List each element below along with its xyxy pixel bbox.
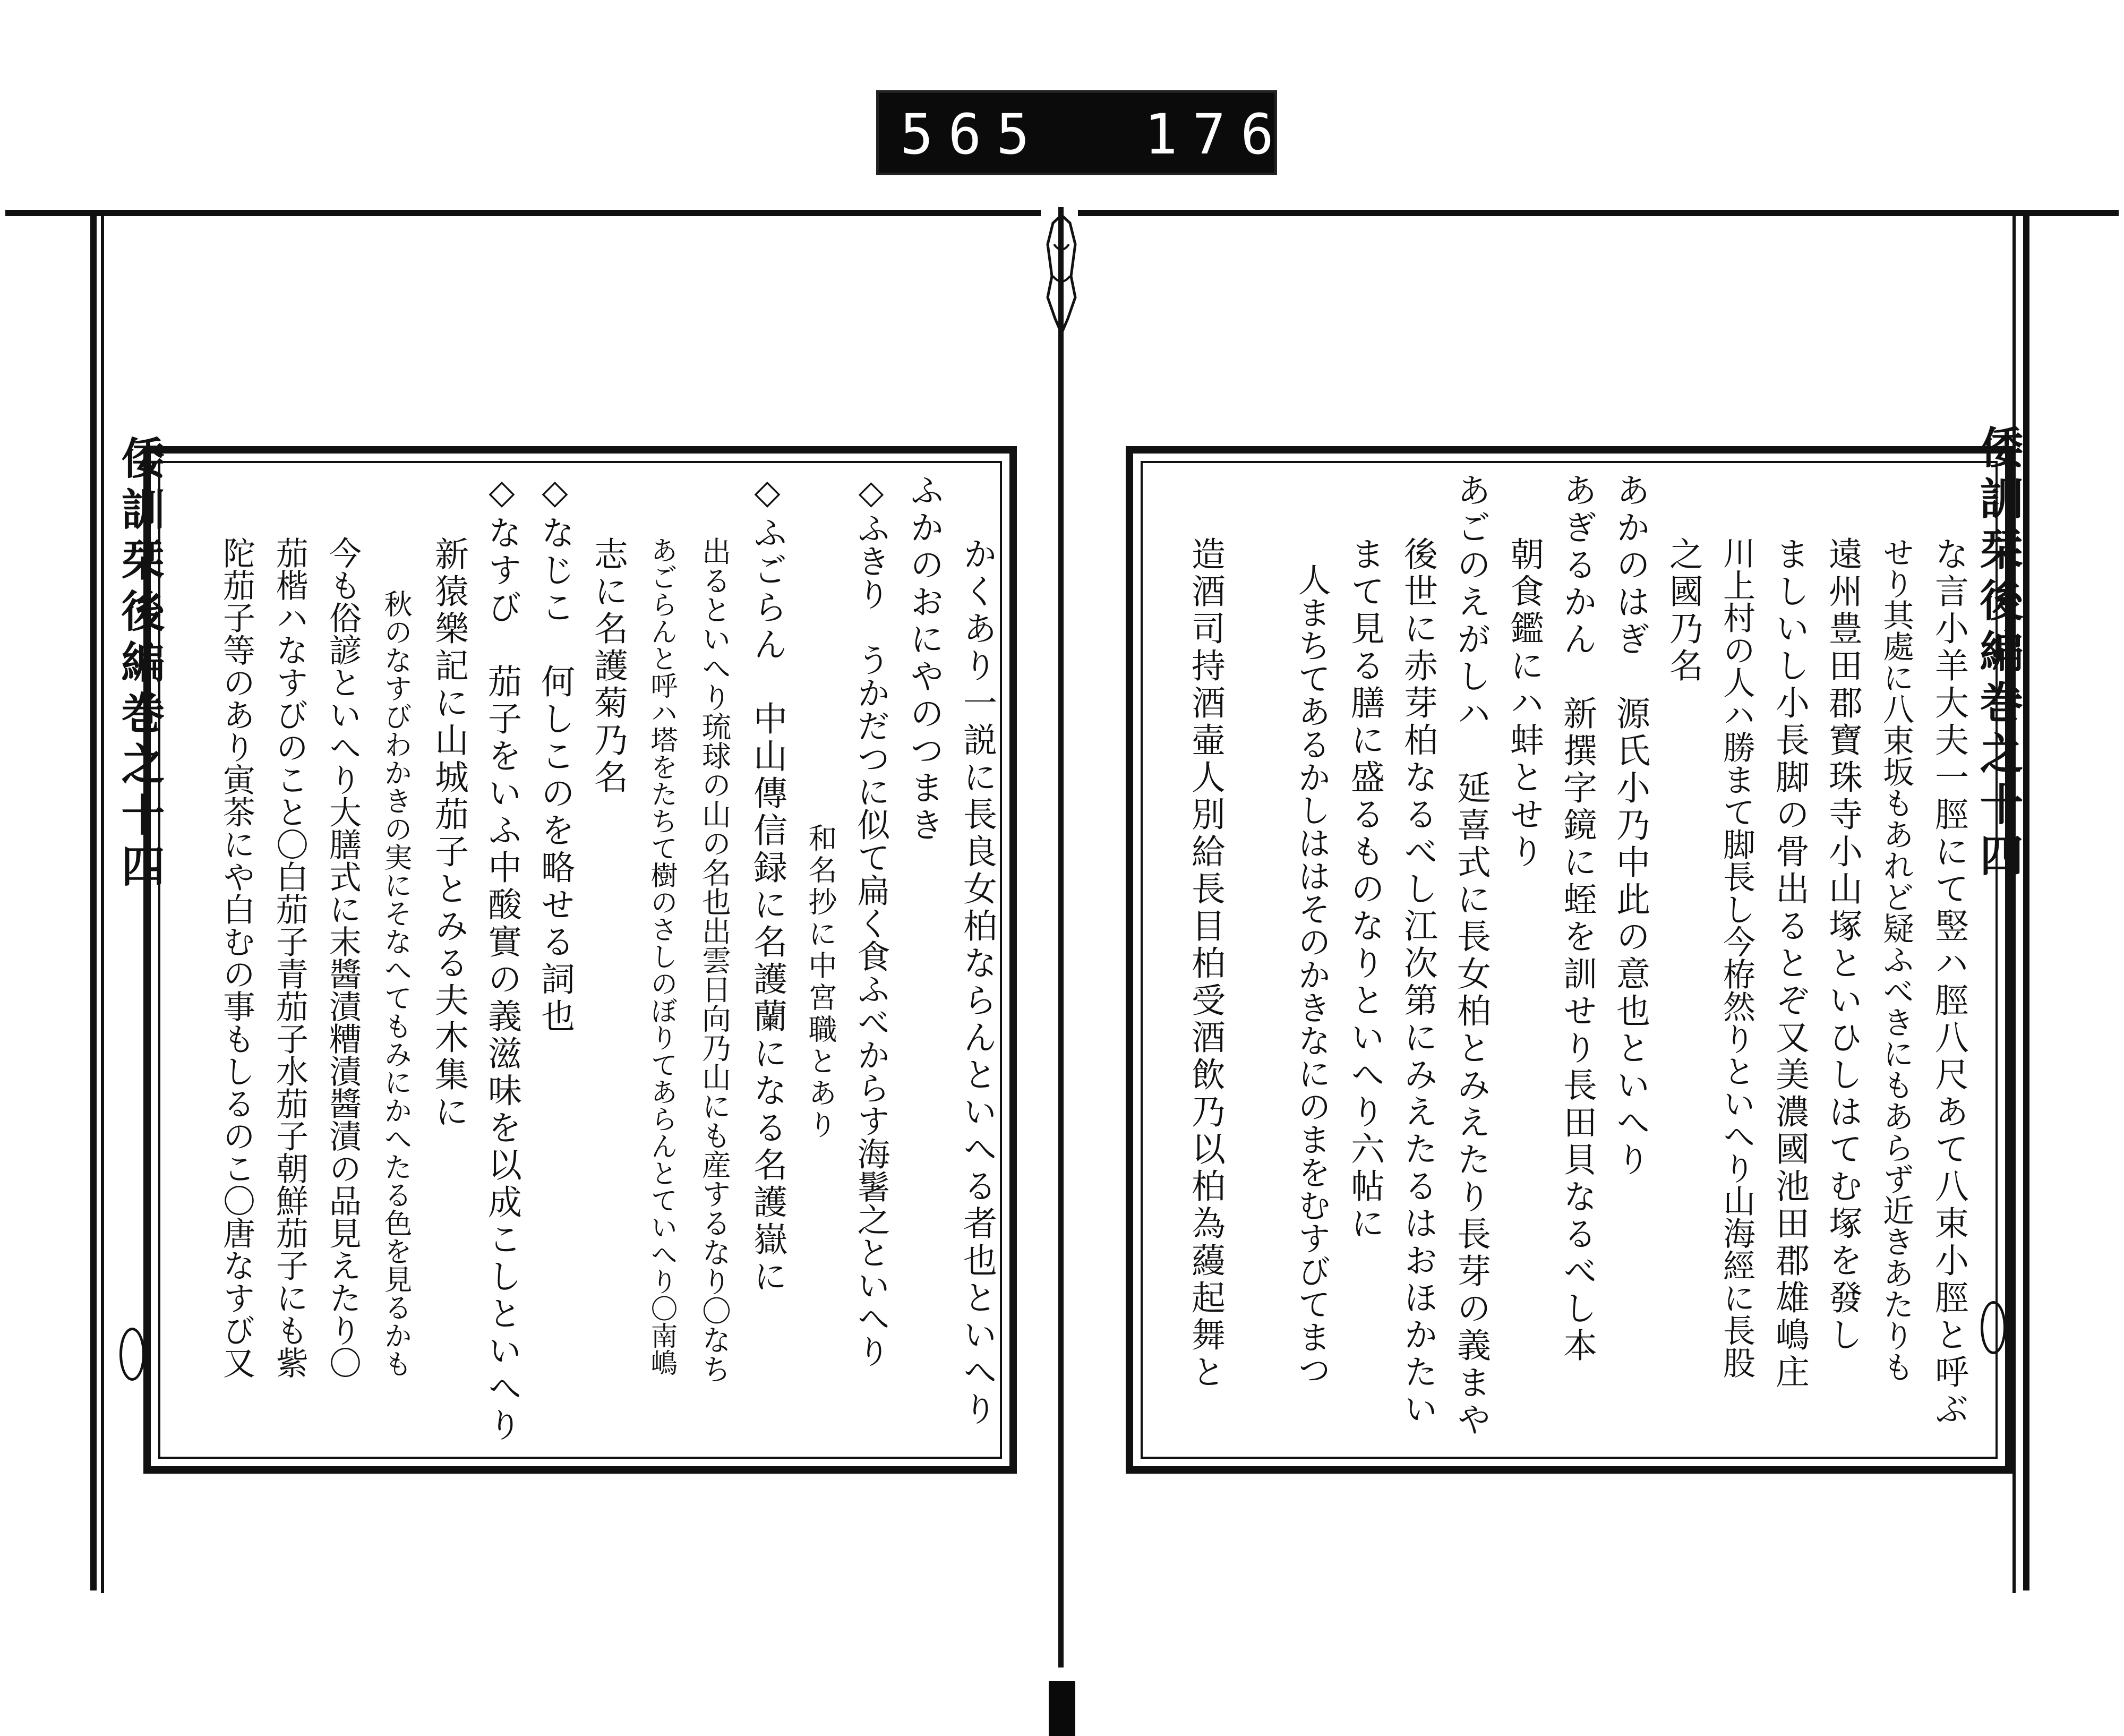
right-col-14: 造酒司持酒壷人別給長目柏受酒飲乃以柏為蘰起舞と: [1186, 536, 1225, 1391]
left-col-4: 和名抄に中宮職とあり: [804, 823, 837, 1142]
book-spine-line: [1058, 207, 1064, 1667]
right-col-5: 川上村の人ハ勝まて脚長し今栫然りといへり山海經に長股: [1718, 536, 1755, 1379]
left-page-edge: [90, 210, 97, 1590]
catalog-label-plate: [876, 90, 1337, 175]
left-col-3: ◇ふきり うかだつに似て扁く食ふべからす海䰇之といへり: [852, 473, 890, 1367]
left-col-13: 今も俗諺といへり大膳式に末醬漬糟漬醬漬の品見えたり〇: [324, 536, 362, 1379]
right-edge-title: 倭訓栞後編巻之十四: [1973, 425, 2024, 884]
right-col-1: な言小羊大夫一脛にて竪ハ脛八尺あて八束小脛と呼ぶ: [1929, 536, 1968, 1429]
right-col-4: ましいし小長脚の骨出るとぞ又美濃國池田郡雄嶋庄: [1770, 536, 1809, 1391]
left-col-6: 出るといへり琉球の山の名也出雲日向乃山にも産するなり〇なち: [697, 536, 731, 1383]
binding-clip-icon: [1038, 212, 1085, 335]
left-col-5: ◇ふごらん 中山傳信録に名護蘭になる名護嶽に: [748, 473, 787, 1296]
right-page-edge-inner: [2012, 212, 2016, 1593]
label-number-left: 565: [900, 102, 1044, 167]
right-col-11: 後世に赤芽柏なるべし江次第にみえたるはおほかたい: [1398, 536, 1437, 1429]
left-col-11: 新猿樂記に山城茄子とみる夫木集に: [429, 536, 468, 1131]
right-col-10: あごのえがしハ 延喜式に長女柏とみえたり長芽の義まや: [1451, 473, 1491, 1439]
left-col-7: あごらんと呼ハ塔をたちて樹のさしのぼりてあらんとていへり〇南嶋: [646, 536, 677, 1376]
left-edge-title: 倭訓栞後編巻之十四: [114, 435, 165, 894]
right-page-edge: [2023, 210, 2029, 1590]
left-col-8: 志に名護菊乃名: [588, 536, 628, 797]
right-col-6: 之國乃名: [1664, 536, 1703, 685]
left-col-10: ◇なすび 茄子をいふ中酸實の義滋味を以成こしといへり: [482, 473, 521, 1444]
spine-base-block: [1049, 1681, 1075, 1736]
left-fold-mark: [119, 1328, 145, 1381]
left-col-2: ふかのおにやのつまき: [904, 473, 944, 844]
left-col-15: 陀茄子等のあり寅茶にや白むの事もしるのこ〇唐なすび又: [218, 536, 255, 1379]
left-col-14: 茄楷ハなすびのこと〇白茄子青茄子水茄子朝鮮茄子にも紫: [271, 536, 309, 1379]
right-col-3: 遠州豊田郡寶珠寺小山塚といひしはてむ塚を發し: [1823, 536, 1862, 1354]
left-col-9: ◇なじこ 何しこのを略せる詞也: [535, 473, 575, 1036]
right-col-2: せり其處に八束坂もあれど疑ふべきにもあらず近きあたりも: [1878, 536, 1914, 1382]
right-col-9: 朝食鑑にハ蚌とせり: [1504, 536, 1544, 871]
label-number-right: 176.: [1144, 102, 1337, 167]
right-col-8: あぎるかん 新撰字鏡に蛭を訓せり長田貝なるべし本: [1557, 473, 1597, 1365]
left-top-rule: [5, 210, 1041, 216]
left-col-12: 秋のなすびわかきの実にそなへてもみにかへたる色を見るかも: [380, 589, 412, 1378]
left-page-edge-inner: [101, 212, 104, 1593]
right-col-12: まて見る膳に盛るものなりといへり六帖に: [1345, 536, 1384, 1243]
right-col-7: あかのはぎ 源氏小乃中此の意也といへり: [1611, 473, 1650, 1179]
left-col-1: かくあり一説に長良女柏ならんといへる者也といへり: [957, 536, 997, 1429]
right-top-rule: [1078, 210, 2119, 216]
right-col-13: 人まちてあるかしははそのかきなにのまをむすびてまつ: [1292, 563, 1331, 1386]
